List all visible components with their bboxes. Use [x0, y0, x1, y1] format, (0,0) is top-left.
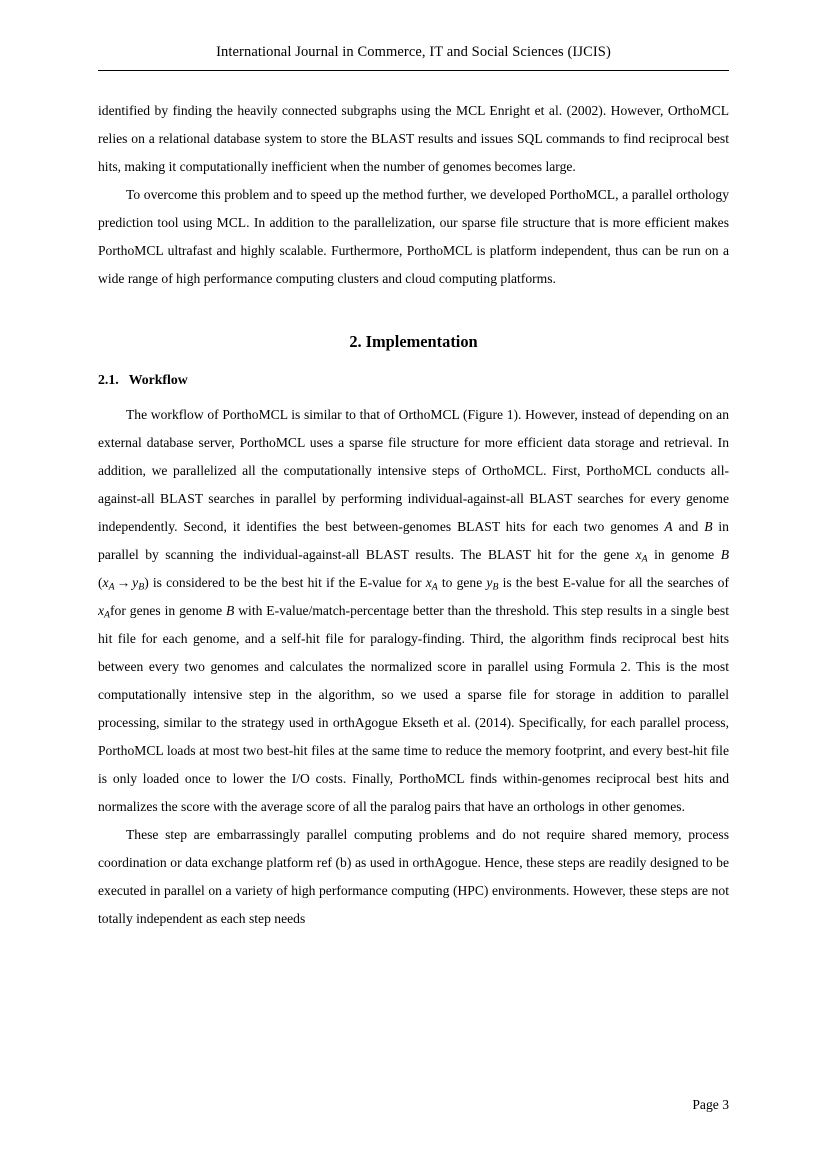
math-x-base-1: x: [635, 547, 642, 562]
workflow-text-4: in genome: [647, 547, 721, 562]
math-x-sub-2: A: [108, 581, 115, 593]
math-y-b-2: [486, 575, 499, 593]
workflow-text-8: is the best E-value for all the searches of: [498, 575, 729, 590]
genome-b-symbol: B: [704, 519, 713, 534]
running-head: [98, 44, 729, 61]
page-number-label: Page 3: [692, 1097, 729, 1112]
body-column: [98, 97, 729, 933]
math-paren-close: ): [144, 575, 149, 590]
math-x-a-3: [425, 575, 438, 593]
genome-a-symbol: A: [664, 519, 673, 534]
workflow-text-6: is considered to be the best hit if the E-value for: [148, 575, 426, 590]
workflow-text-9: for genes in genome: [110, 603, 227, 618]
math-paren-open: (: [98, 575, 103, 590]
paragraph-workflow: [98, 401, 729, 821]
workflow-text-7: to gene: [437, 575, 487, 590]
workflow-text-3: in parallel by scanning the individual-against-all BLAST results. The BLAST hit for the gene: [98, 519, 729, 562]
genome-b-symbol-2: B: [720, 547, 729, 562]
math-y-sub-2: B: [492, 581, 499, 593]
math-y-base-2: y: [486, 575, 493, 590]
math-x-sub-1: A: [641, 553, 648, 565]
subsection-number: 2.1.: [98, 372, 119, 387]
genome-b-symbol-3: B: [226, 603, 235, 618]
math-x-base-4: x: [98, 603, 105, 618]
subsection-heading-workflow: [98, 363, 729, 401]
page-footer: [98, 1097, 729, 1113]
math-x-base-2: x: [102, 575, 109, 590]
section-number: 2.: [349, 332, 362, 351]
math-x-sub-3: A: [431, 581, 438, 593]
workflow-text-1: The workflow of PorthoMCL is similar to that of OrthoMCL (Figure 1). However, instead of depending on an external database server, PorthoMCL uses a sparse file structure for more efficient data storage and retrieval. In addition, we parallelized all the computationally intensive steps of OrthoMCL. First, PorthoMCL conducts all-against-all BLAST searches in parallel by performing individual-against-all BLAST searches for every genome independently. Second, it identifies the best between-genomes BLAST hits for each two genomes: [98, 407, 729, 534]
math-x-a-4: [98, 603, 111, 621]
running-head-title: International Journal in Commerce, IT and Social Sciences (IJCIS): [216, 44, 611, 60]
math-arrow-icon: →: [116, 575, 131, 590]
workflow-text-2: and: [672, 519, 705, 534]
math-y-sub-1: B: [138, 581, 145, 593]
paragraph-overview: To overcome this problem and to speed up the method further, we developed PorthoMCL, a parallel orthology prediction tool using MCL. In addition to the parallelization, our sparse file structure that is more efficient makes PorthoMCL ultrafast and highly scalable. Furthermore, PorthoMCL is platform independent, thus can be run on a wide range of high performance computing clusters and cloud computing platforms.: [98, 187, 729, 286]
section-heading-implementation: [98, 293, 729, 363]
math-x-base-3: x: [425, 575, 432, 590]
workflow-text-10: with E-value/match-percentage better than the threshold. This step results in a single best hit file for each genome, and a self-hit file for paralogy-finding. Third, the algorithm finds reciprocal best hits between every two genomes and calculates the normalized score in parallel using Formula 2. This is the most computationally intensive step in the algorithm, so we used a sparse file for storage in addition to parallel processing, similar to the strategy used in orthAgogue Ekseth et al. (2014). Specifically, for each parallel process, PorthoMCL loads at most two best-hit files at the same time to reduce the memory footprint, and every best-hit file is only loaded once to lower the I/O costs. Finally, PorthoMCL finds within-genomes reciprocal best hits and normalizes the score with the average score of all the paralog pairs that have an orthologs in other genomes.: [98, 603, 729, 814]
header-rule: [98, 70, 729, 71]
section-title: Implementation: [365, 332, 478, 351]
subsection-title: Workflow: [128, 372, 188, 387]
paragraph-continued: identified by finding the heavily connected subgraphs using the MCL Enright et al. (2002). However, OrthoMCL relies on a relational database system to store the BLAST results and issues SQL commands to find reciprocal best hits, making it computationally inefficient when the number of genomes becomes large.: [98, 103, 729, 174]
math-y-base-1: y: [132, 575, 139, 590]
paragraph-parallel-computing: These step are embarrassingly parallel computing problems and do not require shared memory, process coordination or data exchange platform ref (b) as used in orthAgogue. Hence, these steps are readily designed to be executed in parallel on a variety of high performance computing (HPC) environments. However, these steps are not totally independent as each step needs: [98, 827, 729, 926]
math-mapping-expression: [98, 575, 149, 593]
math-x-a-1: [635, 547, 648, 565]
math-x-sub-4: A: [104, 609, 111, 621]
